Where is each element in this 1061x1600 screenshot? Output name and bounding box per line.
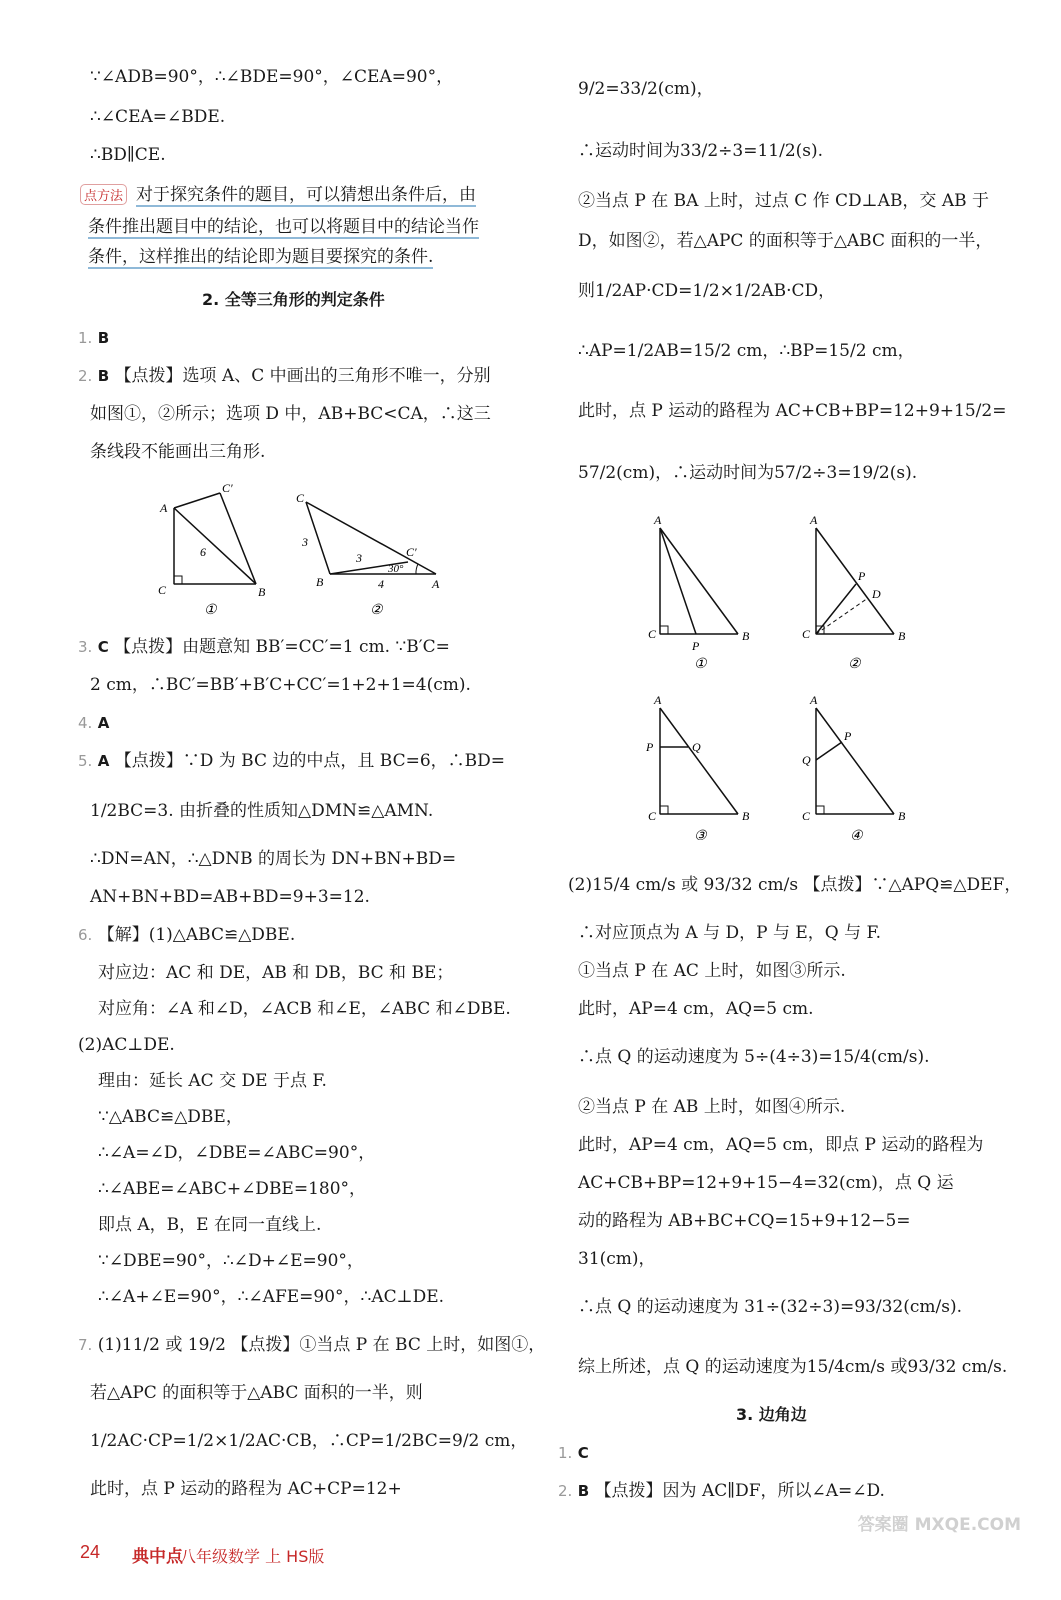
text-line: 对应角：∠A 和∠D，∠ACB 和∠E，∠ABC 和∠DBE.	[98, 999, 511, 1019]
text-line: ∵△ABC≌△DBE，	[98, 1107, 243, 1127]
svg-text:Q: Q	[802, 753, 811, 767]
section-title: 3. 边角边	[736, 1405, 807, 1424]
question-number: 2.	[78, 367, 93, 385]
question-number: 6.	[78, 926, 93, 944]
brand-logo: 典中点	[132, 1547, 183, 1567]
text-line: 理由：延长 AC 交 DE 于点 F.	[98, 1071, 327, 1091]
svg-text:C: C	[158, 583, 167, 597]
svg-text:C: C	[648, 627, 657, 641]
svg-text:Q: Q	[692, 740, 701, 754]
text-line: ①当点 P 在 AC 上时，如图③所示.	[578, 961, 846, 981]
watermark: 答案圈 MXQE.COM	[857, 1515, 1021, 1535]
svg-text:B: B	[316, 575, 324, 589]
svg-text:A: A	[810, 693, 818, 707]
svg-text:B: B	[742, 809, 750, 823]
text-line: 此时，点 P 运动的路程为 AC+CB+BP=12+9+15/2=	[578, 401, 1007, 421]
svg-text:C′: C′	[406, 545, 417, 559]
svg-text:A: A	[160, 501, 168, 515]
svg-text:A: A	[432, 577, 440, 591]
text-line: (1)11/2 或 19/2 【点拨】①当点 P 在 BC 上时，如图①，	[97, 1335, 546, 1355]
text-line: 【点拨】选项 A、C 中画出的三角形不唯一，分别	[114, 366, 491, 386]
text-line: 【点拨】由题意知 BB′=CC′=1 cm. ∵B′C=	[114, 637, 450, 657]
question-number: 1.	[558, 1444, 573, 1462]
figure-label: ②	[370, 603, 383, 618]
text-line: 2 cm，∴BC′=BB′+B′C+CC′=1+2+1=4(cm).	[90, 675, 471, 695]
svg-text:B: B	[898, 629, 906, 643]
svg-text:A: A	[810, 513, 818, 527]
svg-text:P: P	[646, 740, 654, 754]
svg-text:A: A	[654, 513, 662, 527]
triangle-figure-right-4	[802, 693, 906, 840]
question-number: 2.	[558, 1482, 573, 1500]
text-line: 9/2=33/2(cm)，	[578, 79, 714, 99]
svg-text:30°: 30°	[388, 563, 404, 575]
text-line: ∴∠ABE=∠ABC+∠DBE=180°，	[98, 1179, 367, 1199]
triangle-figure-right-1	[648, 513, 750, 672]
figure-label: ③	[694, 829, 707, 840]
text-line: ∴点 Q 的运动速度为 31÷(32÷3)=93/32(cm/s).	[578, 1297, 962, 1317]
text-line: ∵∠DBE=90°，∴∠D+∠E=90°，	[98, 1251, 364, 1271]
text-line: 此时，AP=4 cm，AQ=5 cm，即点 P 运动的路程为	[578, 1135, 984, 1155]
svg-text:C: C	[296, 491, 305, 505]
svg-text:D: D	[872, 587, 881, 601]
svg-text:C: C	[802, 627, 811, 641]
text-line: 综上所述，点 Q 的运动速度为15/4cm/s 或93/32 cm/s.	[578, 1357, 1008, 1377]
svg-text:C: C	[802, 809, 811, 823]
question-number: 4.	[78, 714, 93, 732]
text-line: 57/2(cm)，∴运动时间为57/2÷3=19/2(s).	[578, 463, 918, 483]
text-line: 若△APC 的面积等于△ABC 面积的一半，则	[90, 1383, 423, 1403]
text-line: 【点拨】∵D 为 BC 边的中点，且 BC=6，∴BD=	[114, 751, 506, 771]
svg-text:A: A	[654, 693, 662, 707]
text-line: ∴DN=AN，∴△DNB 的周长为 DN+BN+BD=	[90, 849, 457, 869]
section-title: 2. 全等三角形的判定条件	[202, 290, 385, 309]
text-line: D，如图②，若△APC 的面积等于△ABC 面积的一半，	[578, 231, 993, 251]
answer-letter: C	[97, 638, 109, 656]
question-number: 3.	[78, 638, 93, 656]
text-line: 此时，AP=4 cm，AQ=5 cm.	[578, 999, 814, 1019]
figure-label: ①	[694, 657, 707, 672]
svg-text:6: 6	[200, 545, 206, 559]
text-line: ∴∠A+∠E=90°，∴∠AFE=90°，∴AC⊥DE.	[98, 1287, 445, 1307]
text-line: ②当点 P 在 BA 上时，过点 C 作 CD⊥AB，交 AB 于	[578, 191, 990, 211]
text-line: ∴AP=1/2AB=15/2 cm，∴BP=15/2 cm，	[578, 341, 915, 361]
method-badge: 点方法	[80, 184, 127, 205]
answer-letter: C	[577, 1444, 589, 1462]
text-line: 此时，点 P 运动的路程为 AC+CP=12+	[90, 1479, 402, 1499]
answer-letter: A	[97, 752, 110, 770]
text-line: 1/2BC=3. 由折叠的性质知△DMN≌△AMN.	[90, 801, 434, 821]
svg-text:C: C	[648, 809, 657, 823]
answer-letter: B	[97, 329, 110, 347]
triangle-figure-2	[296, 491, 440, 618]
question-number: 7.	[78, 1336, 93, 1354]
text-line: 1/2AC·CP=1/2×1/2AC·CB，∴CP=1/2BC=9/2 cm，	[90, 1431, 528, 1451]
text-line: 动的路程为 AB+BC+CQ=15+9+12−5=	[578, 1211, 911, 1231]
method-text: 条件，这样推出的结论即为题目要探究的条件.	[88, 247, 434, 267]
answer-letter: A	[97, 714, 110, 732]
text-line: ∴运动时间为33/2÷3=11/2(s).	[578, 141, 824, 161]
figure-label: ②	[848, 657, 861, 672]
svg-text:B: B	[742, 629, 750, 643]
svg-text:C′: C′	[222, 481, 233, 495]
answer-letter: B	[97, 367, 110, 385]
text-line: ∴∠CEA=∠BDE.	[90, 107, 226, 127]
figure-right-group	[638, 510, 978, 840]
svg-text:4: 4	[378, 577, 384, 591]
figure-label: ④	[850, 829, 863, 840]
method-text: 条件推出题目中的结论，也可以将题目中的结论当作	[88, 217, 479, 237]
text-line: ∴对应顶点为 A 与 D，P 与 E，Q 与 F.	[578, 923, 882, 943]
text-line: 则1/2AP·CD=1/2×1/2AB·CD，	[578, 281, 836, 301]
text-line: 【点拨】因为 AC∥DF，所以∠A=∠D.	[594, 1481, 885, 1501]
method-text: 对于探究条件的题目，可以猜想出条件后，由	[136, 185, 476, 205]
text-line: 如图①，②所示；选项 D 中，AB+BC<CA，∴这三	[90, 404, 491, 424]
triangle-figure-1	[158, 481, 266, 618]
text-line: AC+CB+BP=12+9+15−4=32(cm)，点 Q 运	[578, 1173, 954, 1193]
text-line: (2)15/4 cm/s 或 93/32 cm/s 【点拨】∵△APQ≌△DEF，	[568, 875, 1022, 895]
text-line: ②当点 P 在 AB 上时，如图④所示.	[578, 1097, 846, 1117]
question-number: 1.	[78, 329, 93, 347]
text-line: (2)AC⊥DE.	[78, 1035, 175, 1055]
text-line: 对应边：AC 和 DE，AB 和 DB，BC 和 BE；	[98, 963, 454, 983]
svg-text:P: P	[844, 729, 852, 743]
text-line: ∵∠ADB=90°，∴∠BDE=90°，∠CEA=90°，	[90, 67, 454, 87]
text-line: 31(cm)，	[578, 1249, 656, 1269]
text-line: 条线段不能画出三角形.	[90, 442, 266, 462]
page-number: 24	[80, 1542, 101, 1562]
text-line: ∴点 Q 的运动速度为 5÷(4÷3)=15/4(cm/s).	[578, 1047, 930, 1067]
text-line: ∴∠A=∠D，∠DBE=∠ABC=90°，	[98, 1143, 376, 1163]
triangle-figure-right-2	[802, 513, 906, 672]
figure-left-group	[148, 476, 528, 621]
svg-text:P: P	[692, 639, 700, 653]
triangle-figure-right-3	[645, 693, 750, 840]
svg-text:3: 3	[302, 535, 308, 549]
text-line: AN+BN+BD=AB+BD=9+3=12.	[90, 887, 370, 907]
answer-letter: B	[577, 1482, 590, 1500]
figure-label: ①	[204, 603, 217, 618]
svg-text:B: B	[258, 585, 266, 599]
question-number: 5.	[78, 752, 93, 770]
text-line: ∴BD∥CE.	[90, 145, 166, 165]
svg-text:P: P	[858, 569, 866, 583]
text-line: 即点 A，B，E 在同一直线上.	[98, 1215, 322, 1235]
svg-text:B: B	[898, 809, 906, 823]
svg-text:3: 3	[356, 551, 362, 565]
book-title: 八年级数学 上 HS版	[180, 1547, 325, 1566]
text-line: 【解】(1)△ABC≌△DBE.	[97, 925, 296, 945]
